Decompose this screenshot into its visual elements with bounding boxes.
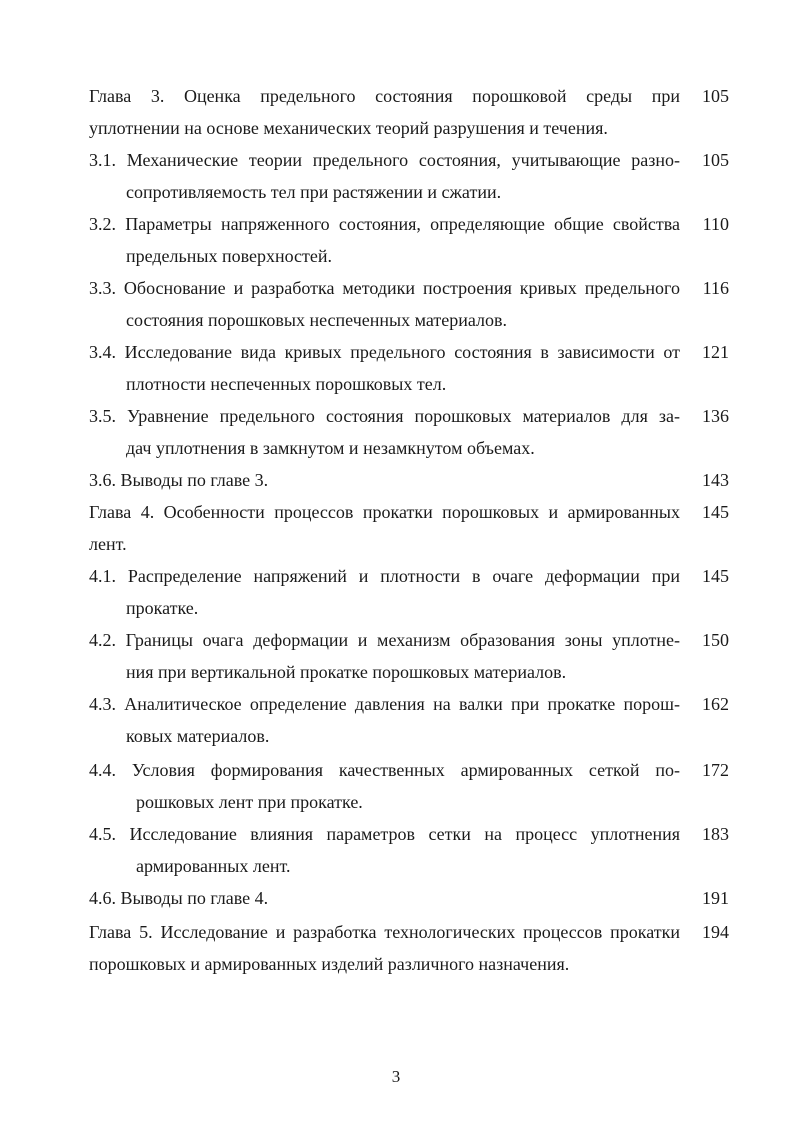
toc-entry-title: 3.3. Обоснование и разработка методики построения кривых предельного [89, 278, 680, 298]
toc-page-number: 150 [702, 630, 729, 650]
toc-entry-title-continued: лент. [89, 534, 127, 554]
toc-page-number: 162 [702, 694, 729, 714]
toc-entry-title-continued: состояния порошковых неспеченных материалов. [126, 310, 507, 330]
toc-entry-title-continued: сопротивляемость тел при растяжении и сжатии. [126, 182, 502, 202]
toc-entry-title: 3.5. Уравнение предельного состояния порошковых материалов для за- [89, 406, 680, 426]
toc-entry-title-continued: армированных лент. [136, 856, 291, 876]
toc-entry-title-continued: дач уплотнения в замкнутом и незамкнутом объемах. [126, 438, 535, 458]
toc-entry-title: 4.1. Распределение напряжений и плотности в очаге деформации при [89, 566, 680, 586]
toc-entry-title: Глава 5. Исследование и разработка технологических процессов прокатки [89, 922, 680, 942]
toc-entry-title: 3.2. Параметры напряженного состояния, определяющие общие свойства [89, 214, 680, 234]
toc-entry-title: Глава 4. Особенности процессов прокатки порошковых и армированных [89, 502, 680, 522]
toc-entry-title-continued: уплотнении на основе механических теорий разрушения и течения. [89, 118, 608, 138]
toc-page-number: 121 [702, 342, 729, 362]
toc-entry-title: 4.4. Условия формирования качественных армированных сеткой по- [89, 760, 680, 780]
toc-page-number: 136 [702, 406, 729, 426]
toc-page-number: 145 [702, 502, 729, 522]
toc-page-number: 105 [702, 86, 729, 106]
toc-page-number: 105 [702, 150, 729, 170]
toc-entry-title-continued: ковых материалов. [126, 726, 270, 746]
toc-page-number: 172 [702, 760, 729, 780]
toc-entry-title: Глава 3. Оценка предельного состояния порошковой среды при [89, 86, 680, 106]
toc-entry-title-continued: предельных поверхностей. [126, 246, 333, 266]
toc-page-number: 143 [702, 470, 729, 490]
toc-entry-title: 4.5. Исследование влияния параметров сетки на процесс уплотнения [89, 824, 680, 844]
toc-page-number: 191 [702, 888, 729, 908]
toc-entry-title-continued: рошковых лент при прокатке. [136, 792, 363, 812]
toc-entry-title: 3.4. Исследование вида кривых предельного состояния в зависимости от [89, 342, 680, 362]
page-number: 3 [391, 1067, 401, 1086]
toc-entry-title-continued: прокатке. [126, 598, 199, 618]
toc-page-number: 183 [702, 824, 729, 844]
toc-entry-title: 4.6. Выводы по главе 4. [89, 888, 269, 908]
toc-entry-title-continued: плотности неспеченных порошковых тел. [126, 374, 447, 394]
toc-entry-title: 4.3. Аналитическое определение давления на валки при прокатке порош- [89, 694, 680, 714]
toc-entry-title: 4.2. Границы очага деформации и механизм образования зоны уплотне- [89, 630, 680, 650]
toc-entry-title-continued: порошковых и армированных изделий различного назначения. [89, 954, 570, 974]
toc-page-number: 116 [702, 278, 729, 298]
toc-entry-title-continued: ния при вертикальной прокатке порошковых материалов. [126, 662, 567, 682]
toc-entry-title: 3.1. Механические теории предельного состояния, учитывающие разно- [89, 150, 680, 170]
toc-page-number: 194 [702, 922, 729, 942]
toc-page-number: 110 [702, 214, 729, 234]
toc-entry-title: 3.6. Выводы по главе 3. [89, 470, 269, 490]
toc-page-number: 145 [702, 566, 729, 586]
